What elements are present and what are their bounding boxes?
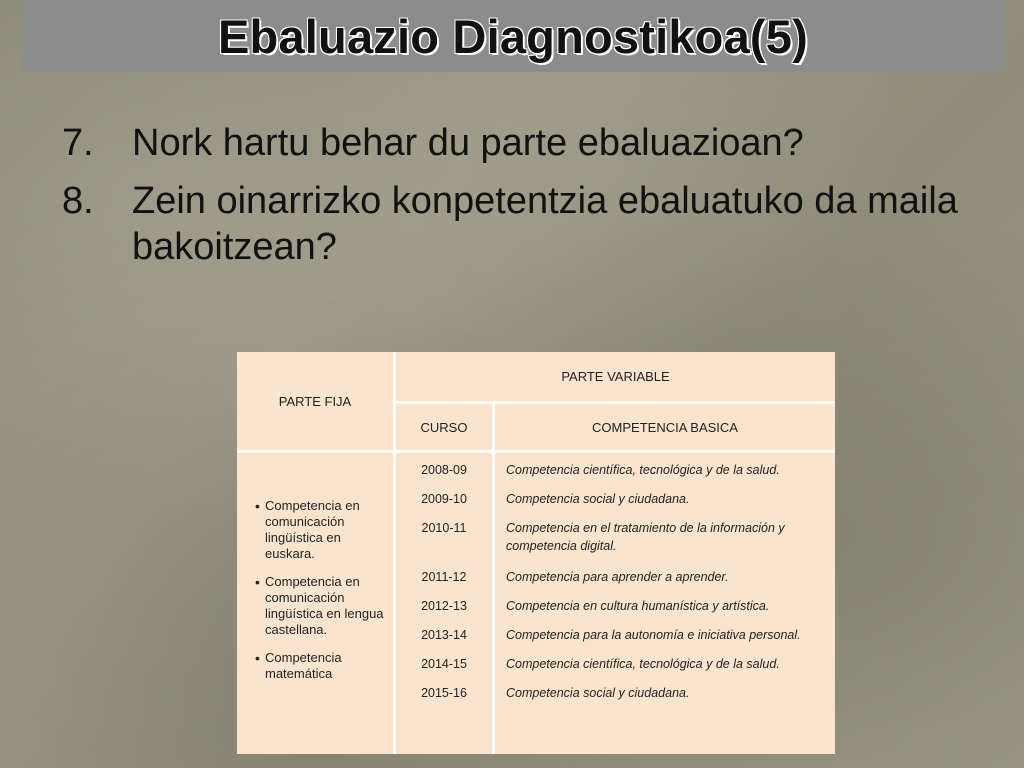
list-item (62, 120, 982, 166)
table-row (396, 490, 835, 519)
list-item: • Competencia matemática (251, 650, 391, 682)
curso-cell: 2014-15 (421, 657, 467, 671)
curso-cell: 2009-10 (421, 492, 467, 506)
list-item-number: 8. (62, 180, 94, 222)
competencia-cell: Competencia social y ciudadana. (506, 492, 690, 506)
curso-cell: 2015-16 (421, 686, 467, 700)
table-row (396, 684, 835, 713)
table-row (396, 568, 835, 597)
header-curso: CURSO (420, 419, 468, 435)
parte-variable-rows (396, 461, 835, 713)
competencia-cell: Competencia social y ciudadana. (506, 686, 690, 700)
table-row (396, 655, 835, 684)
competencia-cell: Competencia científica, tecnológica y de la salud. (506, 463, 780, 477)
competencia-cell: Competencia para aprender a aprender. (506, 570, 729, 584)
slide-title: Ebaluazio Diagnostikoa(5) (218, 9, 808, 63)
competencia-table (237, 352, 835, 754)
title-bar (22, 0, 1004, 72)
curso-cell: 2012-13 (421, 599, 467, 613)
parte-fija-list (251, 498, 391, 694)
curso-cell: 2013-14 (421, 628, 467, 642)
table-row (396, 461, 835, 490)
question-list (62, 120, 982, 282)
list-item: • Competencia en comunicación lingüística en euskara. (251, 498, 391, 562)
list-item-text: Nork hartu behar du parte ebaluazioan? (132, 122, 804, 164)
header-parte-fija: PARTE FIJA (278, 393, 352, 409)
header-competencia-basica: COMPETENCIA BASICA (592, 419, 738, 435)
competencia-cell: Competencia para la autonomía e iniciativa personal. (506, 628, 801, 642)
competencia-cell: Competencia científica, tecnológica y de la salud. (506, 657, 780, 671)
table-divider (396, 401, 835, 404)
list-item (62, 178, 982, 270)
curso-cell: 2010-11 (421, 521, 467, 535)
curso-cell: 2011-12 (421, 570, 467, 584)
list-item-number: 7. (62, 122, 94, 164)
table-row (396, 597, 835, 626)
competencia-cell: Competencia en el tratamiento de la información y competencia digital. (506, 521, 785, 553)
curso-cell: 2008-09 (421, 463, 467, 477)
list-item: • Competencia en comunicación lingüística en lengua castellana. (251, 574, 391, 638)
competencia-cell: Competencia en cultura humanística y artística. (506, 599, 770, 613)
header-parte-variable: PARTE VARIABLE (561, 369, 670, 384)
list-item-text: Zein oinarrizko konpetentzia ebaluatuko da maila bakoitzean? (132, 180, 958, 268)
table-divider (237, 450, 835, 453)
table-row (396, 626, 835, 655)
table-row (396, 519, 835, 568)
